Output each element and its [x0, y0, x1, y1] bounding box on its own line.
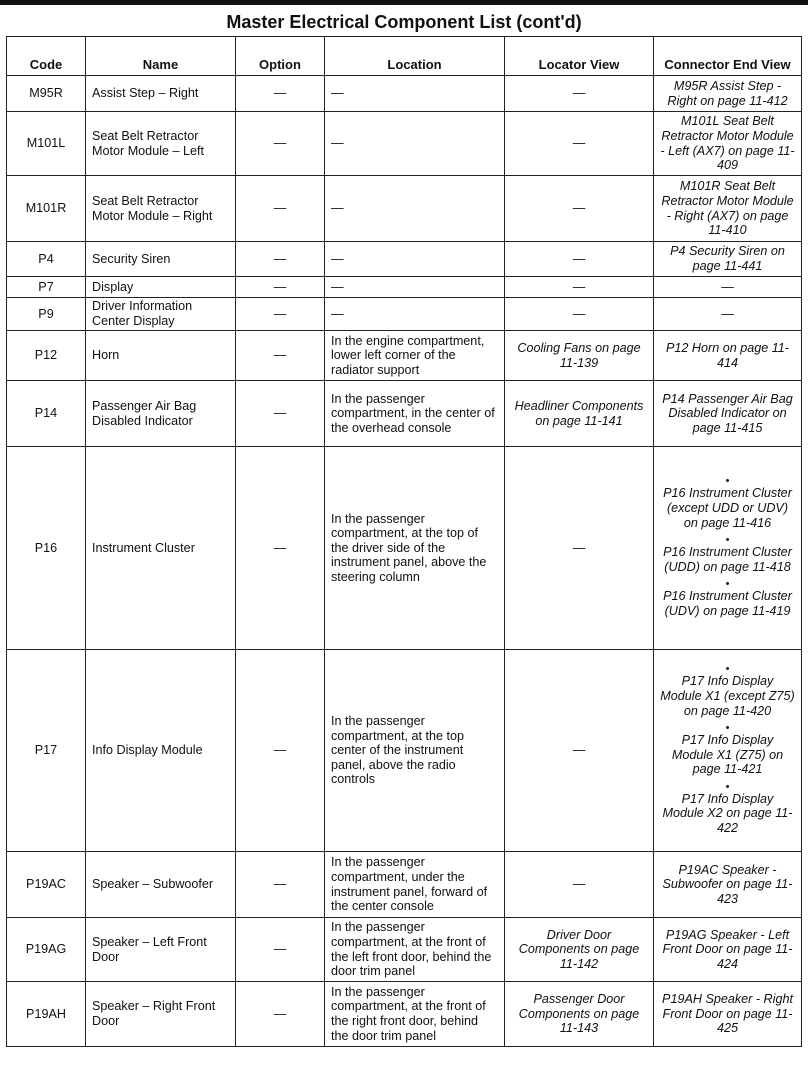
- option-cell: —: [236, 176, 325, 242]
- bullet-icon: •: [725, 722, 730, 735]
- component-table: [6, 36, 802, 1047]
- bullet-icon: •: [725, 578, 730, 591]
- location-cell: —: [325, 277, 505, 298]
- table-row: [7, 112, 802, 176]
- locator-view-cell: —: [505, 852, 654, 918]
- location-cell: In the engine compartment, lower left corner of the radiator support: [325, 331, 505, 381]
- connector-end-view-cell: [654, 852, 802, 918]
- location-cell: In the passenger compartment, at the top center of the instrument panel, above the radio controls: [325, 650, 505, 852]
- connector-view-ref: P19AG Speaker - Left Front Door on page 11-424: [662, 927, 793, 971]
- location-cell: In the passenger compartment, in the center of the overhead console: [325, 381, 505, 447]
- location-cell: —: [325, 176, 505, 242]
- connector-view-ref: P4 Security Siren on page 11-441: [670, 244, 785, 273]
- code-cell: P19AG: [7, 918, 86, 982]
- option-cell: —: [236, 331, 325, 381]
- table-row: [7, 242, 802, 277]
- location-cell: —: [325, 242, 505, 277]
- code-cell: M101R: [7, 176, 86, 242]
- connector-view-ref: P19AH Speaker - Right Front Door on page 11-425: [662, 992, 793, 1036]
- connector-view-ref: P14 Passenger Air Bag Disabled Indicator on page 11-415: [662, 391, 793, 435]
- connector-view-ref: —: [721, 279, 734, 294]
- option-cell: —: [236, 112, 325, 176]
- connector-end-view-cell: [654, 112, 802, 176]
- option-cell: —: [236, 650, 325, 852]
- connector-view-ref: P17 Info Display Module X2 on page 11-422: [662, 791, 793, 836]
- name-cell: Horn: [86, 331, 236, 381]
- connector-view-ref: P16 Instrument Cluster (UDD) on page 11-418: [663, 545, 792, 574]
- locator-view-cell: —: [505, 76, 654, 112]
- location-cell: In the passenger compartment, at the front of the left front door, behind the door trim panel: [325, 918, 505, 982]
- locator-view-cell: Passenger Door Components on page 11-143: [505, 982, 654, 1047]
- connector-view-ref: P16 Instrument Cluster (except UDD or UDV) on page 11-416: [663, 486, 792, 530]
- code-cell: P4: [7, 242, 86, 277]
- table-row: [7, 982, 802, 1047]
- name-cell: Info Display Module: [86, 650, 236, 852]
- locator-view-cell: —: [505, 112, 654, 176]
- name-cell: Passenger Air Bag Disabled Indicator: [86, 381, 236, 447]
- top-rule: [0, 0, 808, 5]
- option-cell: —: [236, 852, 325, 918]
- code-cell: P17: [7, 650, 86, 852]
- connector-view-ref: —: [721, 306, 734, 321]
- bullet-icon: •: [725, 475, 730, 488]
- connector-end-view-cell: [654, 918, 802, 982]
- option-cell: —: [236, 381, 325, 447]
- col-header-location: Location: [325, 37, 505, 76]
- name-cell: Assist Step – Right: [86, 76, 236, 112]
- connector-end-view-cell: [654, 447, 802, 650]
- code-cell: P14: [7, 381, 86, 447]
- connector-end-view-cell: [654, 298, 802, 331]
- locator-view-cell: —: [505, 242, 654, 277]
- connector-view-ref: P12 Horn on page 11-414: [666, 340, 789, 370]
- table-row: [7, 918, 802, 982]
- connector-end-view-cell: [654, 242, 802, 277]
- connector-view-ref: P16 Instrument Cluster (UDV) on page 11-419: [663, 589, 792, 618]
- connector-end-view-cell: [654, 76, 802, 112]
- connector-end-view-cell: [654, 982, 802, 1047]
- table-row: [7, 852, 802, 918]
- bullet-icon: •: [725, 534, 730, 547]
- name-cell: Instrument Cluster: [86, 447, 236, 650]
- col-header-name: Name: [86, 37, 236, 76]
- locator-view-cell: —: [505, 447, 654, 650]
- option-cell: —: [236, 447, 325, 650]
- connector-end-view-cell: [654, 650, 802, 852]
- option-cell: —: [236, 298, 325, 331]
- option-cell: —: [236, 982, 325, 1047]
- col-header-connector-end-view: Connector End View: [654, 37, 802, 76]
- name-cell: Seat Belt Retractor Motor Module – Left: [86, 112, 236, 176]
- table-row: [7, 447, 802, 650]
- name-cell: Speaker – Right Front Door: [86, 982, 236, 1047]
- locator-view-cell: Driver Door Components on page 11-142: [505, 918, 654, 982]
- code-cell: P9: [7, 298, 86, 331]
- table-row: [7, 650, 802, 852]
- locator-view-cell: Cooling Fans on page 11-139: [505, 331, 654, 381]
- table-row: [7, 381, 802, 447]
- locator-view-cell: —: [505, 277, 654, 298]
- code-cell: P16: [7, 447, 86, 650]
- name-cell: Display: [86, 277, 236, 298]
- table-row: [7, 331, 802, 381]
- option-cell: —: [236, 918, 325, 982]
- connector-end-view-cell: [654, 277, 802, 298]
- table-row: [7, 277, 802, 298]
- name-cell: Speaker – Left Front Door: [86, 918, 236, 982]
- table-row: [7, 176, 802, 242]
- code-cell: P7: [7, 277, 86, 298]
- connector-end-view-cell: [654, 331, 802, 381]
- option-cell: —: [236, 277, 325, 298]
- locator-view-cell: —: [505, 298, 654, 331]
- location-cell: In the passenger compartment, at the front of the right front door, behind the door trim panel: [325, 982, 505, 1047]
- col-header-code: Code: [7, 37, 86, 76]
- table-body: [7, 76, 802, 1047]
- location-cell: —: [325, 112, 505, 176]
- code-cell: P19AH: [7, 982, 86, 1047]
- connector-view-ref: M101L Seat Belt Retractor Motor Module - Left (AX7) on page 11-409: [660, 114, 795, 173]
- name-cell: Security Siren: [86, 242, 236, 277]
- code-cell: M101L: [7, 112, 86, 176]
- name-cell: Driver Information Center Display: [86, 298, 236, 331]
- code-cell: P12: [7, 331, 86, 381]
- code-cell: P19AC: [7, 852, 86, 918]
- code-cell: M95R: [7, 76, 86, 112]
- location-cell: —: [325, 298, 505, 331]
- connector-view-ref: P17 Info Display Module X1 (Z75) on page 11-421: [671, 733, 784, 777]
- connector-end-view-cell: [654, 381, 802, 447]
- bullet-icon: •: [725, 663, 730, 676]
- option-cell: —: [236, 76, 325, 112]
- page-title: Master Electrical Component List (cont'd): [226, 12, 582, 32]
- connector-view-ref: M95R Assist Step - Right on page 11-412: [667, 78, 788, 108]
- bullet-icon: •: [725, 780, 730, 793]
- table-row: [7, 298, 802, 331]
- name-cell: Speaker – Subwoofer: [86, 852, 236, 918]
- connector-view-ref: M101R Seat Belt Retractor Motor Module - Right (AX7) on page 11-410: [661, 179, 794, 238]
- option-cell: —: [236, 242, 325, 277]
- col-header-option: Option: [236, 37, 325, 76]
- name-cell: Seat Belt Retractor Motor Module – Right: [86, 176, 236, 242]
- table-header-row: [7, 37, 802, 76]
- connector-end-view-cell: [654, 176, 802, 242]
- connector-view-ref: P19AC Speaker - Subwoofer on page 11-423: [662, 862, 793, 906]
- location-cell: In the passenger compartment, under the instrument panel, forward of the center console: [325, 852, 505, 918]
- locator-view-cell: —: [505, 650, 654, 852]
- table-row: [7, 76, 802, 112]
- location-cell: —: [325, 76, 505, 112]
- locator-view-cell: —: [505, 176, 654, 242]
- connector-view-ref: P17 Info Display Module X1 (except Z75) on page 11-420: [660, 674, 795, 718]
- location-cell: In the passenger compartment, at the top of the driver side of the instrument panel, above the steering column: [325, 447, 505, 650]
- locator-view-cell: Headliner Components on page 11-141: [505, 381, 654, 447]
- col-header-locator-view: Locator View: [505, 37, 654, 76]
